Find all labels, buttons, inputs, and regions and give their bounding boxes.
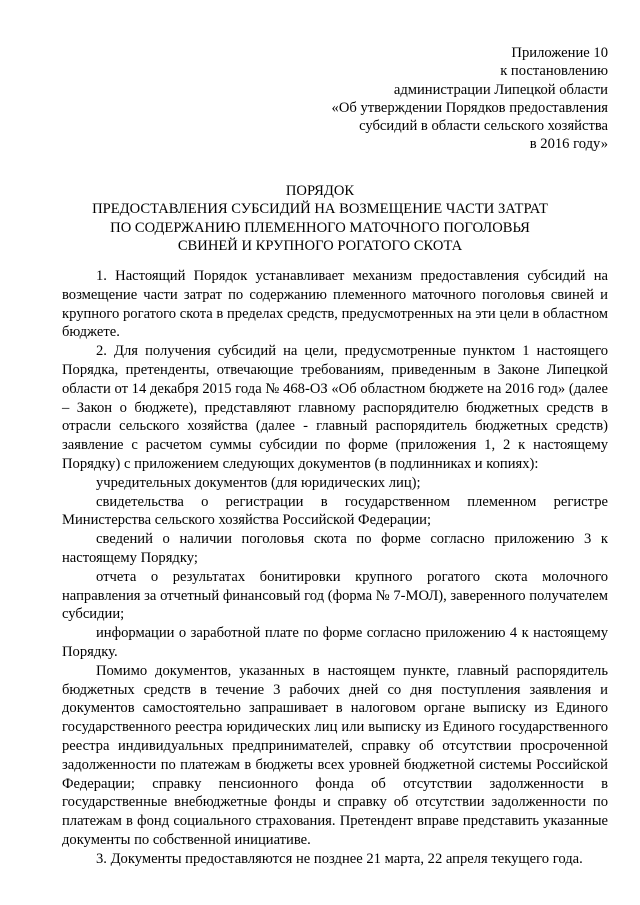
appendix-line: в 2016 году» bbox=[529, 136, 608, 153]
title-line: СВИНЕЙ И КРУПНОГО РОГАТОГО СКОТА bbox=[177, 237, 463, 254]
paragraph-3: 3. Документы предоставляются не позднее 21 марта, 22 апреля текущего года. bbox=[96, 850, 583, 867]
paragraph-2: 2. Для получения субсидий на цели, предусмотренные пунктом 1 настоящего Порядка, претенденты, отвечающие требованиям, приведенным в Законе Липецкой области от 14 декабря 2015 года № 468-ОЗ «Об областном бюджете на 2016 год» (далее – Закон о бюджете), представляют главному распорядителю бюджетных средств в отрасли сельского хозяйства (далее - главный распорядитель бюджетных средств) заявление с расчетом суммы субсидии по форме (приложения 1, 2 к настоящему Порядку) с приложением следующих документов (в подлинниках и копиях): bbox=[62, 343, 608, 472]
appendix-line: к постановлению bbox=[500, 63, 608, 80]
list-item-salary-info: информации о заработной плате по форме согласно приложению 4 к настоящему Порядку. bbox=[62, 625, 608, 660]
paragraph-1: 1. Настоящий Порядок устанавливает механизм предоставления субсидий на возмещение части затрат по содержанию племенного маточного поголовья свиней и крупного рогатого скота в пределах средств, предусмотренных на эти цели в областном бюджете. bbox=[62, 268, 608, 341]
document-body bbox=[62, 267, 608, 869]
paragraph-additional-documents: Помимо документов, указанных в настоящем пункте, главный распорядитель бюджетных средств в течение 3 рабочих дней со дня поступления заявления и документов самостоятельно запрашивает в налоговом органе выписку из Единого государственного реестра юридических лиц или выписку из Единого государственного реестра индивидуальных предпринимателей, справку об отсутствии просроченной задолженности по платежам в бюджеты всех уровней бюджетной системы Российской Федерации; справку пенсионного фонда об отсутствии задолженности в государственные внебюджетные фонды и справку об отсутствии задолженности по платежам в фонд социального страхования. Претендент вправе представить указанные документы по собственной инициативе. bbox=[62, 662, 608, 848]
title-line: ПРЕДОСТАВЛЕНИЯ СУБСИДИЙ НА ВОЗМЕЩЕНИЕ ЧАСТИ ЗАТРАТ bbox=[92, 201, 548, 218]
title-line: ПОРЯДОК bbox=[285, 183, 355, 199]
list-item-appraisal-report: отчета о результатах бонитировки крупного рогатого скота молочного направления за отчетный финансовый год (форма № 7-МОЛ), заверенного получателем субсидии; bbox=[62, 568, 608, 623]
list-item-livestock-info: сведений о наличии поголовья скота по форме согласно приложению 3 к настоящему Порядку; bbox=[62, 531, 608, 566]
document-title bbox=[0, 182, 640, 255]
title-line: ПО СОДЕРЖАНИЮ ПЛЕМЕННОГО МАТОЧНОГО ПОГОЛОВЬЯ bbox=[110, 219, 530, 236]
list-item-founding-documents: учредительных документов (для юридических лиц); bbox=[96, 474, 421, 491]
appendix-line: администрации Липецкой области bbox=[393, 81, 608, 98]
appendix-line: «Об утверждении Порядков предоставления bbox=[331, 99, 608, 116]
appendix-line: субсидий в области сельского хозяйства bbox=[359, 118, 608, 135]
appendix-header bbox=[278, 44, 608, 154]
appendix-line: Приложение 10 bbox=[511, 45, 608, 61]
list-item-registry-certificate: свидетельства о регистрации в государственном племенном регистре Министерства сельского хозяйства Российской Федерации; bbox=[62, 493, 608, 529]
